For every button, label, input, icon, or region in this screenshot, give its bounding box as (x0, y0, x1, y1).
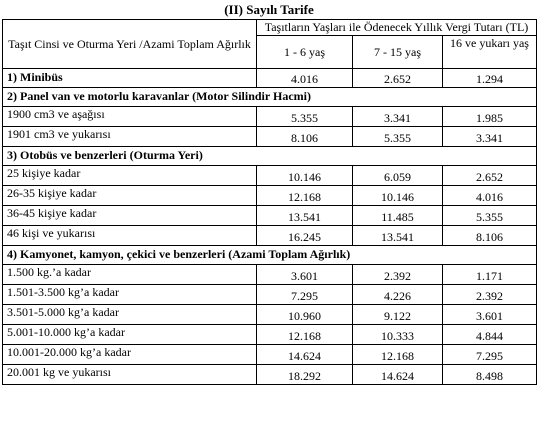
tax-value-cell: 14.624 (353, 365, 443, 385)
section-row (3, 69, 537, 88)
tax-value-cell: 3.601 (443, 305, 537, 325)
row-label: 20.001 kg ve yukarısı (3, 365, 257, 385)
tax-value-cell: 9.122 (353, 305, 443, 325)
age-group-header: Taşıtların Yaşları ile Ödenecek Yıllık Vergi Tutarı (TL) (257, 20, 537, 36)
tax-value-cell: 4.844 (443, 325, 537, 345)
tax-value-cell: 4.226 (353, 285, 443, 305)
row-label: 1.501-3.500 kg’a kadar (3, 285, 257, 305)
tax-value-cell: 14.624 (257, 345, 353, 365)
age-16-plus-header: 16 ve yukarı yaş (443, 36, 537, 69)
tax-value-cell: 3.601 (257, 265, 353, 285)
age-7-15-header: 7 - 15 yaş (353, 36, 443, 69)
section-title: 4) Kamyonet, kamyon, çekici ve benzerleri (Azami Toplam Ağırlık) (3, 246, 537, 265)
tax-value-cell: 5.355 (353, 127, 443, 147)
tax-value-cell: 12.168 (353, 345, 443, 365)
age-1-6-header: 1 - 6 yaş (257, 36, 353, 69)
table-row (3, 285, 537, 305)
tax-value-cell: 16.245 (257, 226, 353, 246)
table-row (3, 305, 537, 325)
row-label: 25 kişiye kadar (3, 166, 257, 186)
section-row (3, 147, 537, 166)
tax-value-cell: 3.341 (443, 127, 537, 147)
tax-value-cell: 2.392 (353, 265, 443, 285)
tax-value-cell: 18.292 (257, 365, 353, 385)
section-title: 1) Minibüs (3, 69, 257, 88)
table-row (3, 186, 537, 206)
tax-value-cell: 1.171 (443, 265, 537, 285)
table-row (3, 206, 537, 226)
section-title: 2) Panel van ve motorlu karavanlar (Motor Silindir Hacmi) (3, 88, 537, 107)
row-label: 36-45 kişiye kadar (3, 206, 257, 226)
row-label: 46 kişi ve yukarısı (3, 226, 257, 246)
tax-value-cell: 3.341 (353, 107, 443, 127)
tax-value-cell: 1.294 (443, 69, 537, 88)
tax-value-cell: 5.355 (443, 206, 537, 226)
row-label: 3.501-5.000 kg’a kadar (3, 305, 257, 325)
tax-value-cell: 2.392 (443, 285, 537, 305)
tax-value-cell: 13.541 (257, 206, 353, 226)
row-label: 1.500 kg.’a kadar (3, 265, 257, 285)
table-row (3, 107, 537, 127)
vehicle-type-header: Taşıt Cinsi ve Oturma Yeri /Azami Toplam Ağırlık (3, 20, 257, 69)
table-row (3, 345, 537, 365)
tax-value-cell: 12.168 (257, 186, 353, 206)
page-title: (II) Sayılı Tarife (224, 2, 314, 17)
tax-value-cell: 13.541 (353, 226, 443, 246)
header-row (3, 20, 537, 36)
tax-value-cell: 10.146 (257, 166, 353, 186)
tax-value-cell: 2.652 (353, 69, 443, 88)
table-row (3, 365, 537, 385)
tax-value-cell: 8.106 (443, 226, 537, 246)
tax-value-cell: 7.295 (257, 285, 353, 305)
tax-value-cell: 5.355 (257, 107, 353, 127)
section-row (3, 88, 537, 107)
tax-value-cell: 8.498 (443, 365, 537, 385)
section-row (3, 246, 537, 265)
tax-tariff-table (2, 19, 537, 385)
table-row (3, 265, 537, 285)
row-label: 10.001-20.000 kg’a kadar (3, 345, 257, 365)
tax-value-cell: 4.016 (257, 69, 353, 88)
tax-value-cell: 10.333 (353, 325, 443, 345)
table-row (3, 127, 537, 147)
row-label: 1901 cm3 ve yukarısı (3, 127, 257, 147)
tax-value-cell: 1.985 (443, 107, 537, 127)
table-row (3, 325, 537, 345)
row-label: 26-35 kişiye kadar (3, 186, 257, 206)
section-title: 3) Otobüs ve benzerleri (Oturma Yeri) (3, 147, 537, 166)
tax-value-cell: 4.016 (443, 186, 537, 206)
row-label: 1900 cm3 ve aşağısı (3, 107, 257, 127)
table-row (3, 226, 537, 246)
tax-value-cell: 2.652 (443, 166, 537, 186)
table-row (3, 166, 537, 186)
tax-value-cell: 6.059 (353, 166, 443, 186)
tax-value-cell: 10.146 (353, 186, 443, 206)
tax-value-cell: 12.168 (257, 325, 353, 345)
tax-value-cell: 8.106 (257, 127, 353, 147)
tax-value-cell: 7.295 (443, 345, 537, 365)
tax-value-cell: 11.485 (353, 206, 443, 226)
tax-value-cell: 10.960 (257, 305, 353, 325)
row-label: 5.001-10.000 kg’a kadar (3, 325, 257, 345)
